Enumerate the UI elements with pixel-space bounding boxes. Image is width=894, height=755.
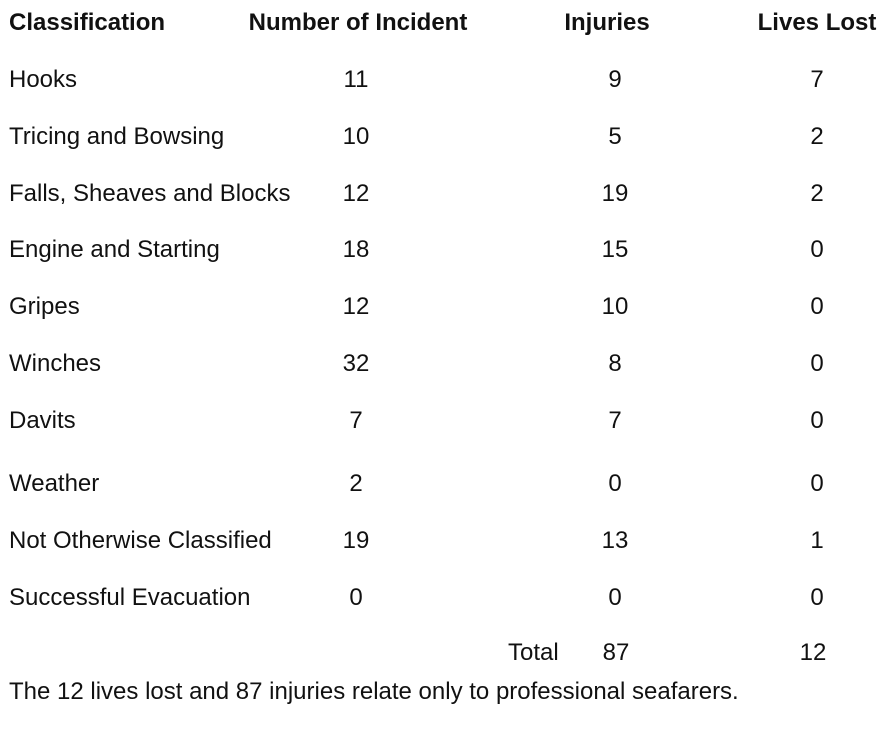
table-row	[0, 464, 894, 504]
table-row	[0, 117, 894, 157]
table-row	[0, 521, 894, 561]
table-row	[0, 60, 894, 100]
row-incidents: 18	[342, 236, 370, 263]
row-lives-lost: 7	[810, 66, 824, 93]
total-lives-lost: 12	[799, 639, 827, 666]
table-total-row	[0, 633, 894, 673]
row-classification: Successful Evacuation	[9, 584, 251, 611]
row-lives-lost: 2	[810, 180, 824, 207]
row-classification: Gripes	[9, 293, 80, 320]
row-incidents: 2	[349, 470, 363, 497]
row-classification: Not Otherwise Classified	[9, 527, 272, 554]
row-injuries: 0	[608, 470, 622, 497]
row-classification: Winches	[9, 350, 102, 377]
row-incidents: 12	[342, 180, 370, 207]
header-classification: Classification	[9, 9, 166, 36]
table-header-row	[0, 3, 894, 43]
row-incidents: 10	[342, 123, 370, 150]
row-classification: Hooks	[9, 66, 78, 93]
row-injuries: 13	[601, 527, 629, 554]
row-incidents: 0	[349, 584, 363, 611]
row-injuries: 5	[608, 123, 622, 150]
row-lives-lost: 0	[810, 470, 824, 497]
table-row	[0, 344, 894, 384]
row-classification: Engine and Starting	[9, 236, 220, 263]
table-row	[0, 230, 894, 270]
row-classification: Tricing and Bowsing	[9, 123, 225, 150]
row-incidents: 7	[349, 407, 363, 434]
row-lives-lost: 0	[810, 584, 824, 611]
row-lives-lost: 2	[810, 123, 824, 150]
row-injuries: 19	[601, 180, 629, 207]
table-row	[0, 578, 894, 618]
row-injuries: 15	[601, 236, 629, 263]
table-row	[0, 287, 894, 327]
total-label: Total	[508, 639, 559, 666]
table-row	[0, 401, 894, 441]
header-lives-lost: Lives Lost	[757, 9, 877, 36]
row-injuries: 9	[608, 66, 622, 93]
row-incidents: 19	[342, 527, 370, 554]
row-classification: Falls, Sheaves and Blocks	[9, 180, 291, 207]
total-injuries: 87	[602, 639, 630, 666]
table-row	[0, 174, 894, 214]
row-incidents: 12	[342, 293, 370, 320]
row-lives-lost: 1	[810, 527, 824, 554]
header-number-of-incident: Number of Incident	[248, 9, 468, 36]
row-classification: Davits	[9, 407, 76, 434]
header-injuries: Injuries	[564, 9, 650, 36]
row-lives-lost: 0	[810, 236, 824, 263]
row-classification: Weather	[9, 470, 100, 497]
row-incidents: 11	[343, 66, 369, 93]
row-injuries: 8	[608, 350, 622, 377]
row-injuries: 10	[601, 293, 629, 320]
table-footnote: The 12 lives lost and 87 injuries relate only to professional seafarers.	[9, 678, 739, 705]
row-incidents: 32	[342, 350, 370, 377]
row-injuries: 0	[608, 584, 622, 611]
row-injuries: 7	[608, 407, 622, 434]
row-lives-lost: 0	[810, 350, 824, 377]
row-lives-lost: 0	[810, 293, 824, 320]
row-lives-lost: 0	[810, 407, 824, 434]
